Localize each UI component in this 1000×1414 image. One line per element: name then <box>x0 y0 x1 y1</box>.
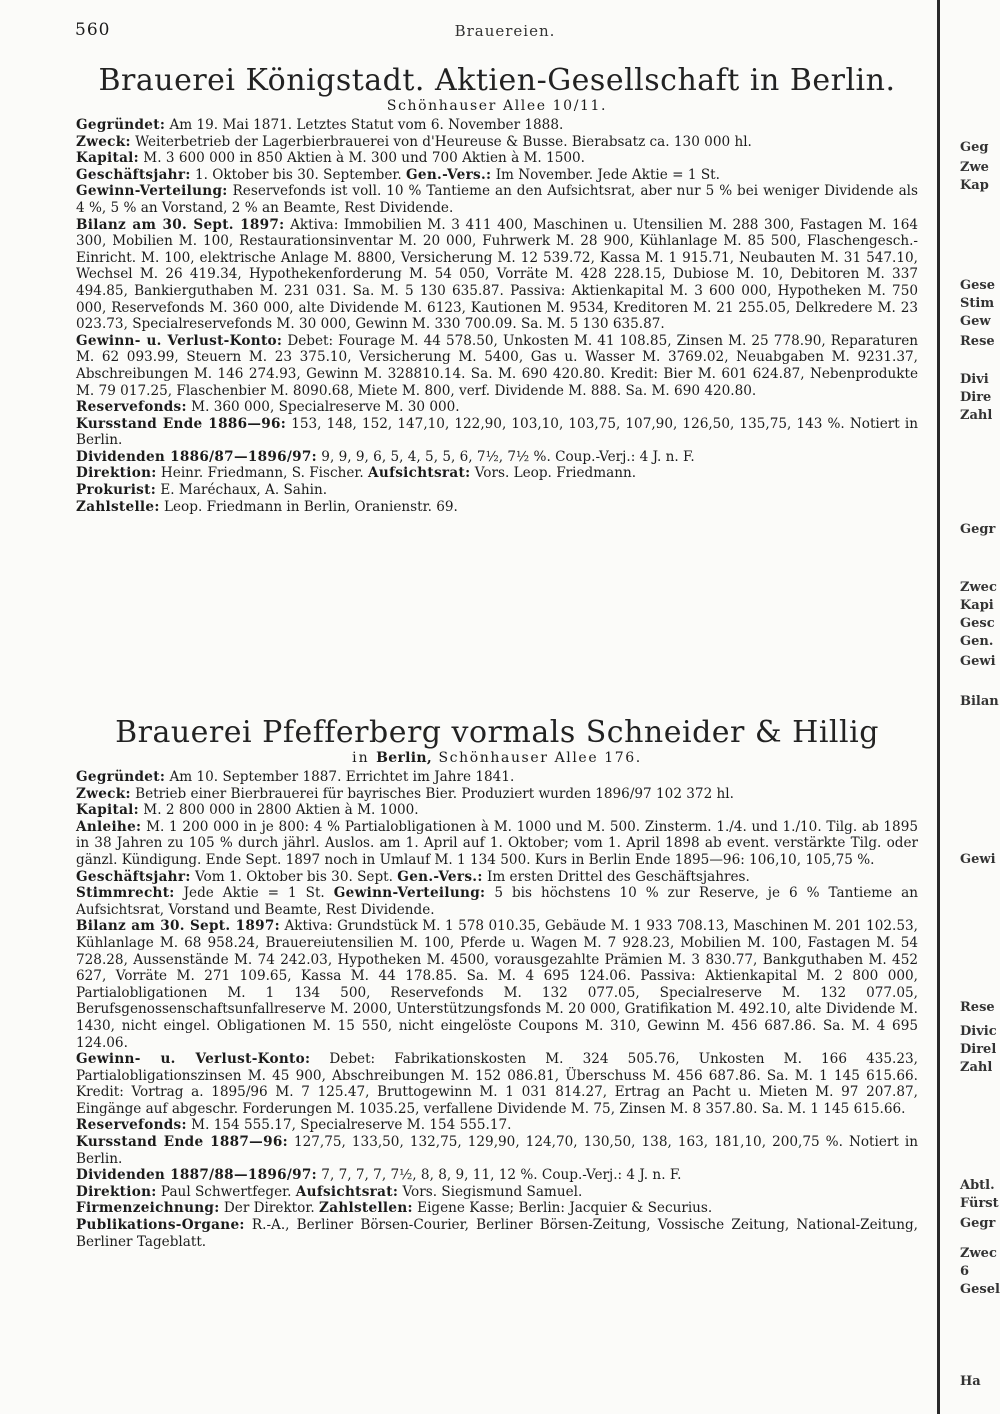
margin-fragment: Divi <box>960 372 989 387</box>
entry-paragraph <box>76 499 918 516</box>
entry-label: Geschäftsjahr: <box>76 166 191 183</box>
entry-text: M. 360 000, Specialreserve M. 30 000. <box>191 399 460 416</box>
margin-fragment: Gewi <box>960 654 996 669</box>
entry-label: Gegründet: <box>76 117 166 133</box>
margin-fragment: Bilan <box>960 694 999 709</box>
entry-label: Gegründet: <box>76 769 166 785</box>
entry-text: 127,75, 133,50, 132,75, 129,90, 124,70, 130,50, 138, 163, 181,10, 200,75 %. Notiert in Berlin. <box>76 1134 918 1167</box>
entry-paragraph <box>76 802 918 819</box>
entry-text: E. Maréchaux, A. Sahin. <box>160 482 328 499</box>
margin-fragment: Rese <box>960 1000 995 1015</box>
entry-paragraph <box>76 399 918 416</box>
entry-text: Vom 1. Oktober bis 30. Sept. <box>194 868 393 885</box>
margin-fragment: Gegr <box>960 1216 996 1231</box>
page-number: 560 <box>75 20 111 40</box>
entry-paragraph <box>76 1184 918 1201</box>
entry-list <box>76 769 918 1250</box>
entry-paragraph <box>76 134 918 151</box>
next-page-margin-fragments <box>946 0 1000 1414</box>
city-name: Berlin, <box>376 750 433 766</box>
margin-fragment: Geg <box>960 140 989 155</box>
entry-text: M. 3 600 000 in 850 Aktien à M. 300 und 700 Aktien à M. 1500. <box>143 150 585 167</box>
entry-text: 1. Oktober bis 30. September. <box>194 166 402 183</box>
entry-label: Direktion: <box>76 1183 157 1200</box>
company-title: Brauerei Königstadt. Aktien-Gesellschaft in Berlin. <box>98 63 896 98</box>
entry-text: Reservefonds ist voll. 10 % Tantieme an den Aufsichtsrat, aber nur 5 % bei weniger Dividende als 4 %, 5 % an Vorstand, 2 % an Beamte, Rest Dividende. <box>76 183 918 216</box>
entry-text: Heinr. Friedmann, S. Fischer. <box>160 465 364 482</box>
page-gutter-line <box>937 0 940 1414</box>
entry-label: Kursstand Ende 1886—96: <box>76 415 287 432</box>
company-address-line <box>76 750 918 767</box>
entry-paragraph <box>76 1200 918 1217</box>
entry-label: Gen.-Vers.: <box>406 166 492 183</box>
entry-label: Bilanz am 30. Sept. 1897: <box>76 918 280 935</box>
entry-text: 153, 148, 152, 147,10, 122,90, 103,10, 103,75, 107,90, 126,50, 135,75, 143 %. Notiert in Berlin. <box>76 415 918 449</box>
company-address: Schönhauser Allee 176. <box>438 750 642 766</box>
entry-label: Kapital: <box>76 802 139 819</box>
entry-paragraph <box>76 1117 918 1134</box>
entry-paragraph <box>76 117 918 134</box>
entry-label: Stimmrecht: <box>76 885 175 902</box>
company-address: Schönhauser Allee 10/11. <box>386 98 608 114</box>
entry-text: 5 bis höchstens 10 % zur Reserve, je 6 % Tantieme an Aufsichtsrat, Vorstand und Beamte, Rest Dividende. <box>76 885 919 918</box>
entry-paragraph <box>76 482 918 499</box>
entry-paragraph <box>76 1134 918 1167</box>
entry-text: 7, 7, 7, 7, 7½, 8, 8, 9, 11, 12 %. Coup.-Verj.: 4 J. n. F. <box>321 1167 682 1184</box>
entry-text: M. 1 200 000 in je 800: 4 % Partialobligationen à M. 1000 und M. 500. Zinsterm. 1./4. und 1./10. Tilg. ab 1895 in 38 Jahren zu 105 % durch jährl. Auslos. am 1. April auf 1. Oktober; vom 1. April 1898 ab event. verstärkte Tilg. oder gänzl. Kündigung. Ende Sept. 1897 noch in Umlauf M. 1 134 500. Kurs in Berlin Ende 1895—96: 106,10, 105,75 %. <box>76 818 919 868</box>
entry-text: 9, 9, 9, 6, 5, 4, 5, 5, 6, 7½, 7½ %. Coup.-Verj.: 4 J. n. F. <box>321 448 695 465</box>
margin-fragment: Gegr <box>960 522 996 537</box>
entry-label: Direktion: <box>76 465 157 482</box>
entry-label: Gewinn- u. Verlust-Konto: <box>76 1051 311 1068</box>
entry-text: M. 154 555.17, Specialreserve M. 154 555.17. <box>191 1117 512 1134</box>
entry-text: Der Direktor. <box>223 1200 315 1217</box>
entry-label: Gewinn-Verteilung: <box>333 885 486 902</box>
entry-label: Firmenzeichnung: <box>76 1200 220 1217</box>
margin-fragment: Divic <box>960 1024 997 1039</box>
margin-fragment: Gew <box>960 314 991 329</box>
entry-paragraph <box>76 769 918 786</box>
entry-paragraph <box>76 150 918 167</box>
margin-fragment: Fürst <box>960 1196 999 1211</box>
entry-paragraph <box>76 449 918 466</box>
entry-label: Publikations-Organe: <box>76 1217 245 1234</box>
entry-paragraph <box>76 217 918 333</box>
address-prefix: in <box>352 750 370 766</box>
entry-paragraph <box>76 167 918 184</box>
margin-fragment: Gesc <box>960 616 995 631</box>
margin-fragment: Gese <box>960 278 995 293</box>
margin-fragment: Ha <box>960 1374 981 1389</box>
entry-paragraph <box>76 333 918 399</box>
entry-text: Vors. Leop. Friedmann. <box>474 465 637 482</box>
entry-text: Am 19. Mai 1871. Letztes Statut vom 6. November 1888. <box>169 117 564 133</box>
entry-label: Zahlstelle: <box>76 498 160 515</box>
entry-text: Debet: Fourage M. 44 578.50, Unkosten M. 41 108.85, Zinsen M. 25 778.90, Reparaturen M. 62 093.99, Steuern M. 23 375.10, Versicherung M. 5400, Gas u. Wasser M. 3769.02, Neuabgaben M. 9231.37, Abschreibungen M. 146 274.93, Gewinn M. 328810.14. Sa. M. 690 420.80. Kredit: Bier M. 601 624.87, Nebenprodukte M. 79 017.25, Flaschenbier M. 8090.68, Miete M. 800, verf. Dividende M. 888. Sa. M. 690 420.80. <box>76 332 918 399</box>
entry-text: Am 10. September 1887. Errichtet im Jahre 1841. <box>169 769 515 785</box>
entry-label: Reservefonds: <box>76 399 187 416</box>
margin-fragment: Gen. <box>960 634 994 649</box>
entry-paragraph <box>76 416 918 449</box>
company-title: Brauerei Pfefferberg vormals Schneider & Hillig <box>115 715 879 750</box>
entry-paragraph <box>76 1217 918 1250</box>
entry-paragraph <box>76 885 918 918</box>
entry-text: M. 2 800 000 in 2800 Aktien à M. 1000. <box>143 802 419 819</box>
margin-fragment: Zwec <box>960 580 997 595</box>
margin-fragment: Zwe <box>960 160 989 175</box>
entry-label: Bilanz am 30. Sept. 1897: <box>76 216 285 233</box>
margin-fragment: Stim <box>960 296 995 311</box>
margin-fragment: Zahl <box>960 1060 993 1075</box>
entry-paragraph <box>76 1167 918 1184</box>
margin-fragment: Rese <box>960 334 995 349</box>
margin-fragment: Abtl. <box>960 1178 995 1193</box>
entry-paragraph <box>76 918 918 1051</box>
entry-list <box>76 117 918 515</box>
margin-fragment: Direl <box>960 1042 997 1057</box>
entry-text: Jede Aktie = 1 St. <box>183 885 325 902</box>
margin-fragment: Dire <box>960 390 992 405</box>
page-header <box>75 20 935 48</box>
entry-paragraph <box>76 183 918 216</box>
margin-fragment: Kapi <box>960 598 994 613</box>
entry-text: R.-A., Berliner Börsen-Courier, Berliner Börsen-Zeitung, Vossische Zeitung, National-Zeitung, Berliner Tageblatt. <box>76 1217 918 1250</box>
entry-text: Paul Schwertfeger. <box>160 1183 292 1200</box>
entry-label: Gewinn-Verteilung: <box>76 183 228 200</box>
entry-label: Gen.-Vers.: <box>397 868 483 885</box>
margin-fragment: Zahl <box>960 408 993 423</box>
entry-label: Zahlstellen: <box>318 1200 413 1217</box>
company-section-koenigstadt <box>76 64 918 515</box>
entry-label: Gewinn- u. Verlust-Konto: <box>76 332 283 349</box>
entry-label: Kursstand Ende 1887—96: <box>76 1134 288 1151</box>
margin-fragment: Zwec <box>960 1246 997 1261</box>
entry-label: Prokurist: <box>76 482 157 499</box>
entry-label: Zweck: <box>76 785 131 802</box>
entry-label: Dividenden 1886/87—1896/97: <box>76 448 317 465</box>
entry-label: Dividenden 1887/88—1896/97: <box>76 1167 317 1184</box>
entry-label: Anleihe: <box>76 818 142 835</box>
entry-text: Aktiva: Grundstück M. 1 578 010.35, Gebäude M. 1 933 708.13, Maschinen M. 201 102.53, Kühlanlage M. 68 958.24, Brauereiutensilien M. 100, Pferde u. Wagen M. 7 928.23, Mobilien M. 100, Fastagen M. 54 728.28, Aussenstände M. 74 242.03, Hypotheken M. 4500, vorausgezahlte Prämien M. 3 830.77, Bankguthaben M. 452 627, Vorräte M. 271 109.65, Kassa M. 44 178.85. Sa. M. 4 695 124.06. Passiva: Aktienkapital M. 2 800 000, Partialobligationen M. 1 134 500, Reservefonds M. 132 077.05, Specialreserve M. 132 077.05, Berufsgenossenschaftsunfallreserve M. 2000, Unterstützungsfonds M. 20 000, Gratifikation M. 492.10, alte Dividende M. 1430, nicht eingel. Obligationen M. 15 550, nicht eingelöste Coupons M. 310, Gewinn M. 456 687.86. Sa. M. 4 695 124.06. <box>76 918 918 1051</box>
entry-paragraph <box>76 1051 918 1117</box>
entry-label: Aufsichtsrat: <box>368 465 471 482</box>
entry-label: Zweck: <box>76 133 131 150</box>
margin-fragment: 6 <box>960 1264 970 1279</box>
entry-text: Im ersten Drittel des Geschäftsjahres. <box>486 868 750 885</box>
entry-text: Debet: Fabrikationskosten M. 324 505.76, Unkosten M. 166 435.23, Partialobligationszinsen M. 45 900, Abschreibungen M. 152 086.81, Überschuss M. 456 687.86. Sa. M. 1 145 615.66. Kredit: Vortrag a. 1895/96 M. 7 125.47, Bruttogewinn M. 1 031 814.27, Ertrag an Pacht u. Mieten M. 97 207.87, Eingänge auf abgeschr. Forderungen M. 1035.25, verfallene Dividende M. 75, Zinsen M. 8 357.80. Sa. M. 1 145 615.66. <box>76 1051 918 1117</box>
entry-label: Geschäftsjahr: <box>76 868 191 885</box>
entry-text: Im November. Jede Aktie = 1 St. <box>495 166 720 183</box>
entry-text: Aktiva: Immobilien M. 3 411 400, Maschinen u. Utensilien M. 288 300, Fastagen M. 164 300, Mobilien M. 100, Restaurationsinventar M. 20 000, Fuhrwerk M. 28 900, Kühlanlage M. 85 500, Flaschengesch.-Einricht. M. 100, elektrische Anlage M. 8800, Versicherung M. 12 539.72, Kassa M. 1 915.71, Neubauten M. 31 547.10, Wechsel M. 26 419.34, Hypothekenforderung M. 54 050, Vorräte M. 428 228.15, Dubiose M. 10, Debitoren M. 337 494.85, Bankierguthaben M. 231 031. Sa. M. 5 130 635.87. Passiva: Aktienkapital M. 3 600 000, Hypotheken M. 750 000, Reservefonds M. 360 000, alte Dividende M. 6123, Kautionen M. 9534, Kreditoren M. 21 255.05, Delkredere M. 23 023.73, Specialreservefonds M. 30 000, Gewinn M. 330 700.09. Sa. M. 5 130 635.87. <box>76 216 918 333</box>
entry-label: Kapital: <box>76 150 139 167</box>
entry-paragraph <box>76 869 918 886</box>
entry-text: Betrieb einer Bierbrauerei für bayrisches Bier. Produziert wurden 1896/97 102 372 hl. <box>135 785 734 802</box>
entry-text: Weiterbetrieb der Lagerbierbrauerei von d'Heureuse & Busse. Bierabsatz ca. 130 000 hl. <box>135 133 752 150</box>
entry-label: Reservefonds: <box>76 1117 187 1134</box>
margin-fragment: Gewi <box>960 852 996 867</box>
running-head: Brauereien. <box>454 22 556 40</box>
entry-paragraph <box>76 465 918 482</box>
entry-text: Eigene Kasse; Berlin: Jacquier & Securius. <box>417 1200 713 1217</box>
entry-paragraph <box>76 786 918 803</box>
entry-paragraph <box>76 819 918 869</box>
entry-label: Aufsichtsrat: <box>295 1183 399 1200</box>
margin-fragment: Kap <box>960 178 989 193</box>
entry-text: Vors. Siegismund Samuel. <box>402 1183 583 1200</box>
margin-fragment: Gesel <box>960 1282 1000 1297</box>
entry-text: Leop. Friedmann in Berlin, Oranienstr. 69. <box>163 498 458 515</box>
company-section-pfefferberg <box>76 716 918 1250</box>
